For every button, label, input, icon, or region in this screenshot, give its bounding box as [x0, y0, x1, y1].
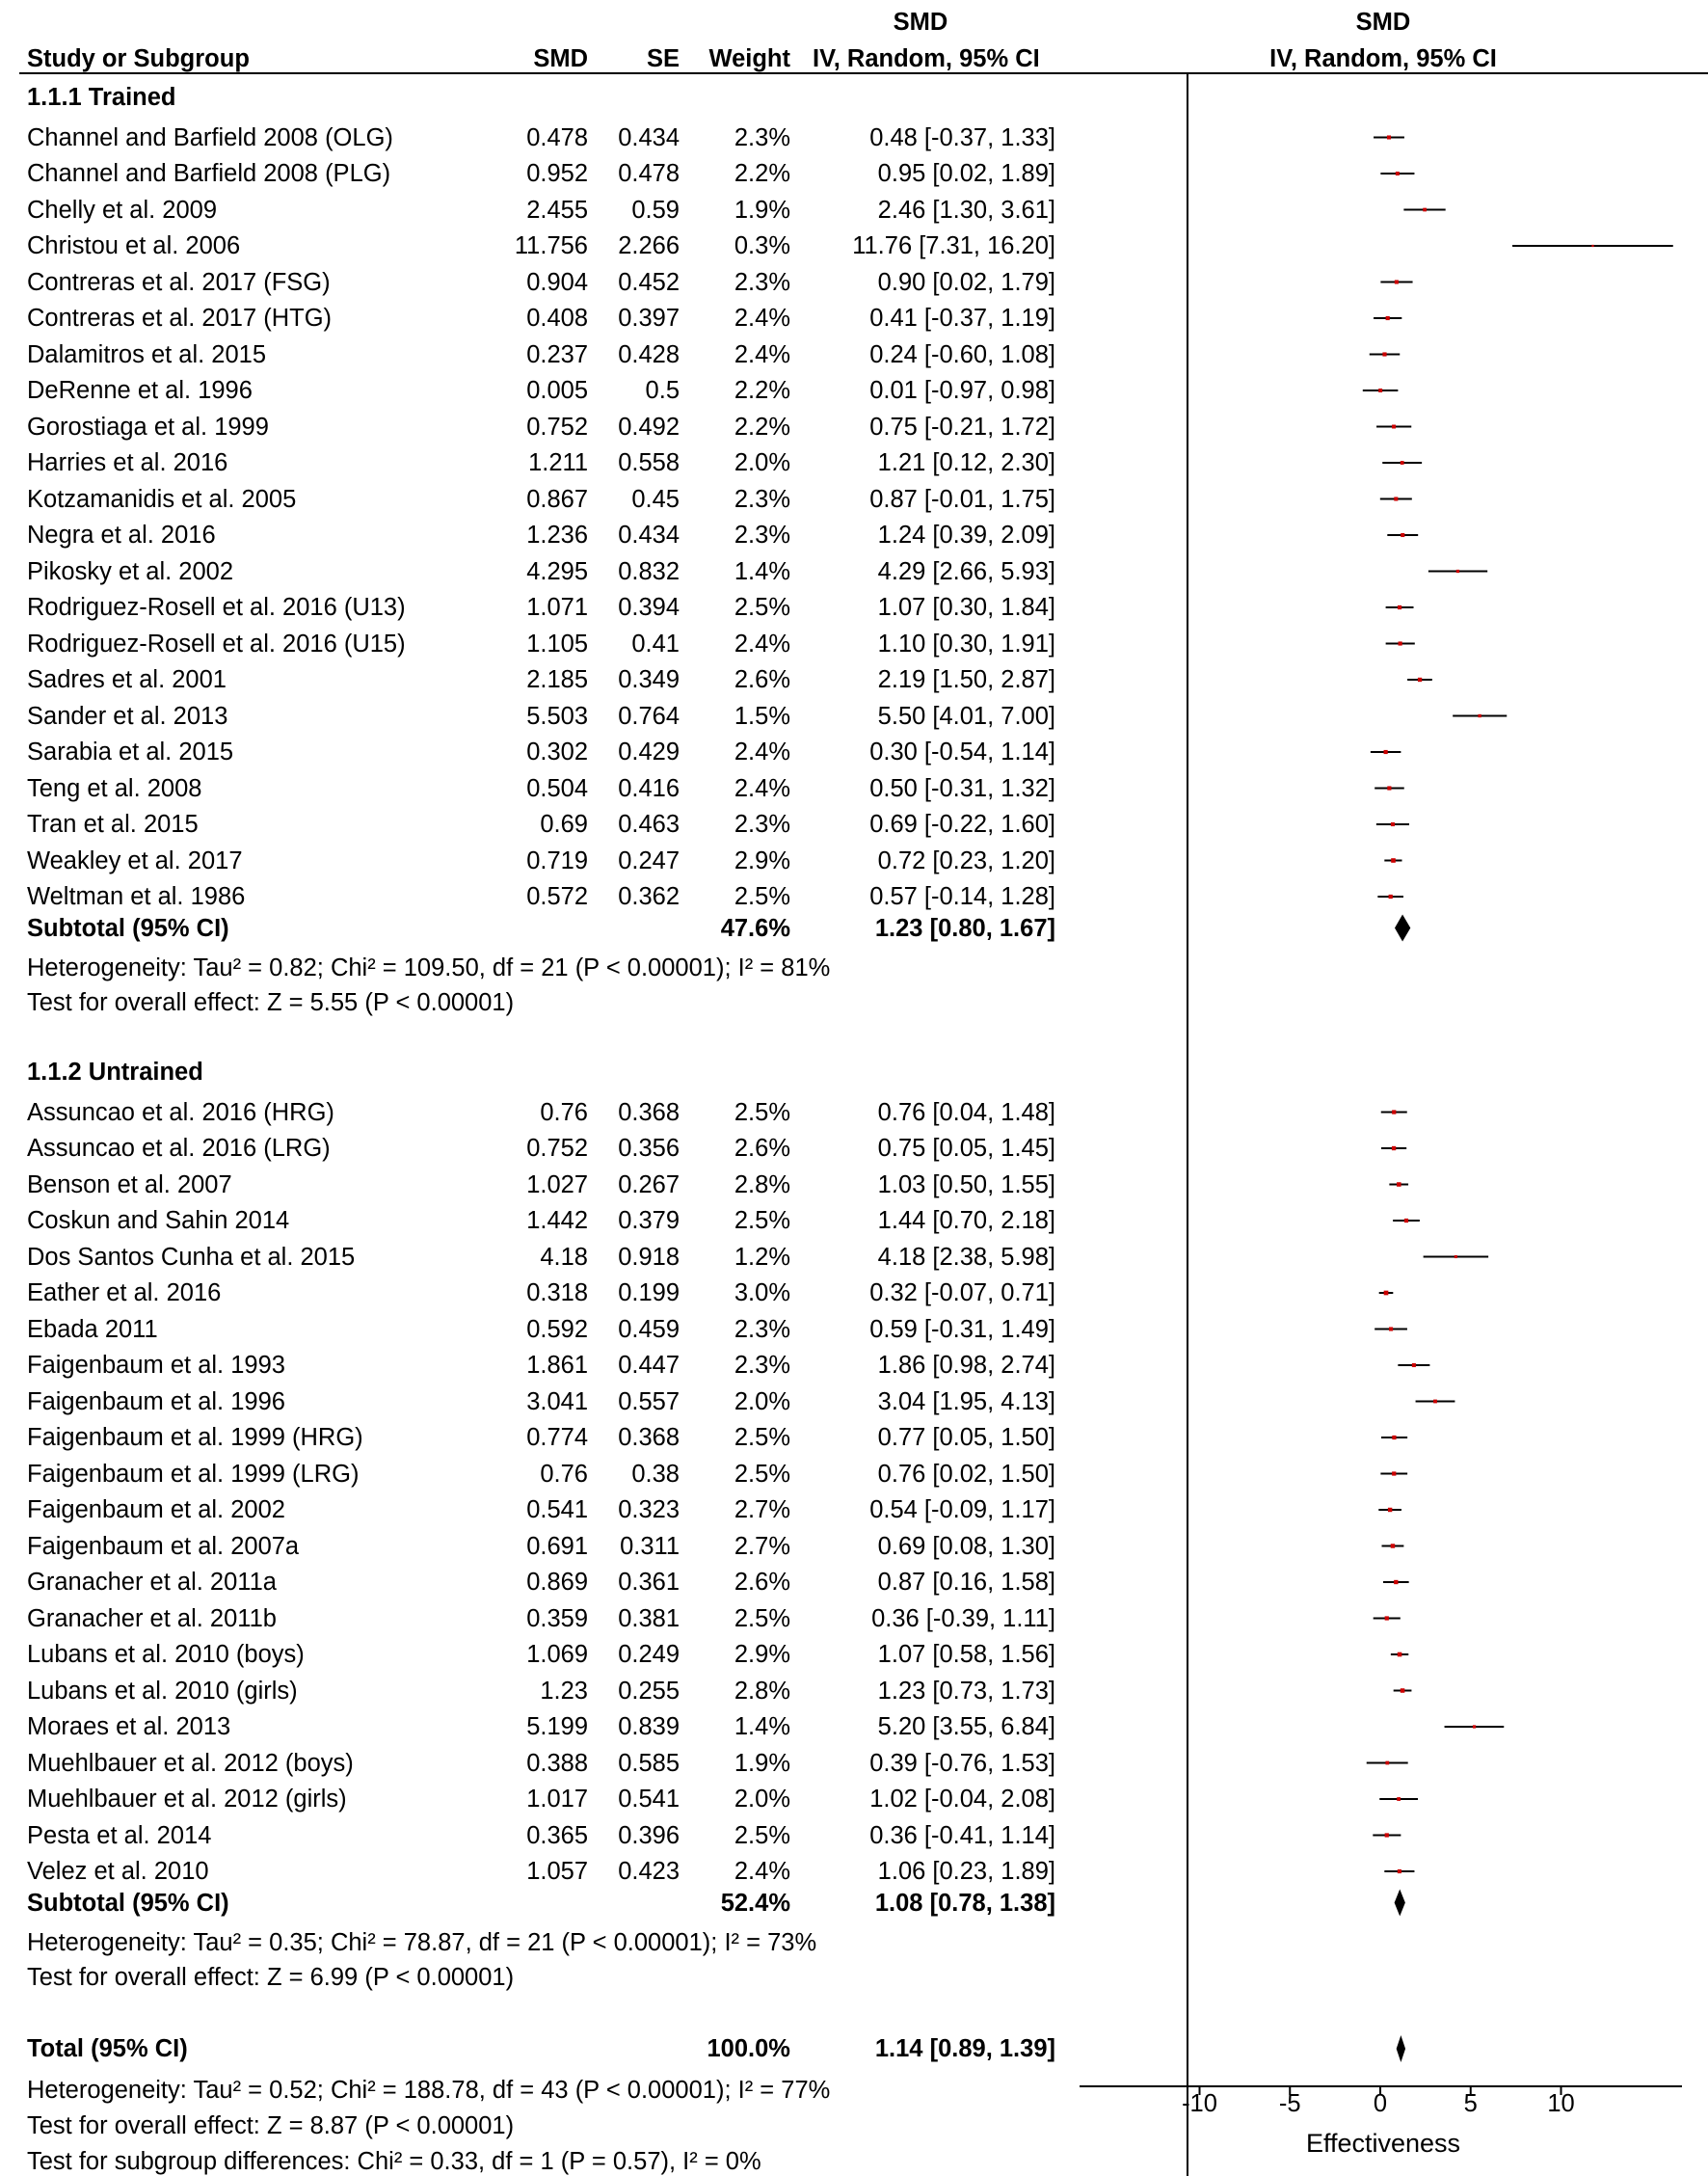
point-estimate	[1384, 750, 1388, 754]
study-se: 0.199	[618, 1279, 680, 1306]
study-se: 0.428	[618, 340, 680, 368]
point-estimate	[1378, 389, 1382, 392]
study-name: Coskun and Sahin 2014	[27, 1207, 290, 1234]
study-name: Lubans et al. 2010 (boys)	[27, 1641, 305, 1668]
study-se: 0.362	[618, 883, 680, 910]
study-name: DeRenne et al. 1996	[27, 377, 253, 404]
study-smd: 1.105	[526, 630, 588, 658]
study-se: 0.368	[618, 1424, 680, 1451]
study-name: Eather et al. 2016	[27, 1279, 222, 1306]
point-estimate	[1591, 245, 1593, 247]
study-smd: 5.503	[526, 702, 588, 730]
study-weight: 1.9%	[734, 1749, 790, 1777]
study-weight: 1.5%	[734, 702, 790, 730]
point-estimate	[1397, 1797, 1401, 1801]
study-name: Channel and Barfield 2008 (PLG)	[27, 160, 391, 187]
study-smd: 0.318	[526, 1279, 588, 1306]
study-weight: 2.7%	[734, 1532, 790, 1560]
study-weight: 2.6%	[734, 666, 790, 693]
point-estimate	[1398, 1869, 1401, 1873]
study-weight: 2.8%	[734, 1677, 790, 1705]
x-tick-label: -5	[1278, 2090, 1301, 2117]
study-weight: 2.5%	[734, 1821, 790, 1849]
study-ci: 1.07 [0.30, 1.84]	[877, 594, 1055, 621]
point-estimate	[1394, 1580, 1398, 1584]
study-weight: 2.4%	[734, 739, 790, 766]
point-estimate	[1423, 208, 1427, 212]
study-smd: 0.572	[526, 883, 588, 910]
study-name: Assuncao et al. 2016 (HRG)	[27, 1098, 334, 1126]
study-ci: 1.86 [0.98, 2.74]	[877, 1352, 1055, 1379]
study-name: Teng et al. 2008	[27, 774, 202, 802]
study-smd: 1.057	[526, 1858, 588, 1885]
study-ci: 0.36 [-0.41, 1.14]	[869, 1821, 1055, 1849]
group-label: 1.1.1 Trained	[27, 84, 176, 111]
study-weight: 2.4%	[734, 340, 790, 368]
study-name: Faigenbaum et al. 1993	[27, 1352, 285, 1379]
point-estimate	[1398, 1652, 1402, 1657]
study-ci: 1.21 [0.12, 2.30]	[877, 449, 1055, 476]
study-ci: 1.24 [0.39, 2.09]	[877, 522, 1055, 549]
study-smd: 0.76	[540, 1098, 588, 1126]
study-smd: 0.005	[526, 377, 588, 404]
study-se: 0.558	[618, 449, 680, 476]
study-se: 0.434	[618, 522, 680, 549]
study-smd: 0.952	[526, 160, 588, 187]
study-se: 0.463	[618, 811, 680, 838]
study-weight: 2.5%	[734, 594, 790, 621]
study-ci: 5.50 [4.01, 7.00]	[877, 702, 1055, 730]
x-tick-label: 5	[1463, 2090, 1478, 2117]
study-name: Tran et al. 2015	[27, 811, 199, 838]
study-smd: 1.211	[528, 449, 588, 476]
point-estimate	[1456, 570, 1459, 573]
study-ci: 0.41 [-0.37, 1.19]	[869, 305, 1055, 332]
study-smd: 11.756	[514, 232, 588, 259]
total-weight: 100.0%	[707, 2035, 790, 2062]
heterogeneity-text: Heterogeneity: Tau² = 0.35; Chi² = 78.87, df = 21 (P < 0.00001); I² = 73%	[27, 1928, 817, 1956]
study-ci: 2.46 [1.30, 3.61]	[877, 196, 1055, 224]
study-smd: 0.691	[526, 1532, 588, 1560]
study-name: Faigenbaum et al. 2002	[27, 1496, 285, 1523]
study-se: 2.266	[618, 232, 680, 259]
study-se: 0.381	[618, 1604, 680, 1632]
total-label: Total (95% CI)	[27, 2035, 188, 2062]
study-ci: 1.10 [0.30, 1.91]	[877, 630, 1055, 658]
overall-effect-text: Test for overall effect: Z = 5.55 (P < 0.00001)	[27, 988, 515, 1016]
study-smd: 0.408	[526, 305, 588, 332]
study-smd: 2.185	[526, 666, 588, 693]
study-smd: 4.18	[540, 1243, 588, 1271]
study-ci: 4.29 [2.66, 5.93]	[877, 557, 1055, 585]
point-estimate	[1386, 316, 1390, 320]
study-name: Channel and Barfield 2008 (OLG)	[27, 123, 393, 151]
plot-header-top: SMD	[1355, 9, 1411, 36]
point-estimate	[1394, 497, 1398, 500]
study-weight: 2.0%	[734, 449, 790, 476]
study-ci: 2.19 [1.50, 2.87]	[877, 666, 1055, 693]
x-tick-label: -10	[1182, 2090, 1217, 2117]
study-se: 0.839	[618, 1713, 680, 1740]
study-weight: 2.3%	[734, 1352, 790, 1379]
study-name: Gorostiaga et al. 1999	[27, 413, 269, 441]
study-name: Pesta et al. 2014	[27, 1821, 212, 1849]
study-name: Sadres et al. 2001	[27, 666, 227, 693]
study-weight: 2.8%	[734, 1170, 790, 1198]
study-smd: 0.592	[526, 1315, 588, 1343]
point-estimate	[1401, 1688, 1405, 1693]
subgroup-differences-text: Test for subgroup differences: Chi² = 0.33, df = 1 (P = 0.57), I² = 0%	[27, 2148, 761, 2175]
study-ci: 1.03 [0.50, 1.55]	[877, 1170, 1055, 1198]
study-name: Harries et al. 2016	[27, 449, 228, 476]
study-ci: 4.18 [2.38, 5.98]	[877, 1243, 1055, 1271]
study-ci: 0.48 [-0.37, 1.33]	[869, 123, 1055, 151]
study-se: 0.249	[618, 1641, 680, 1668]
study-name: Benson et al. 2007	[27, 1170, 232, 1198]
heterogeneity-text: Heterogeneity: Tau² = 0.82; Chi² = 109.50, df = 21 (P < 0.00001); I² = 81%	[27, 954, 831, 981]
study-weight: 2.3%	[734, 123, 790, 151]
study-se: 0.397	[618, 305, 680, 332]
point-estimate	[1392, 1436, 1396, 1439]
point-estimate	[1382, 352, 1386, 356]
study-se: 0.416	[618, 774, 680, 802]
study-smd: 2.455	[526, 196, 588, 224]
study-se: 0.41	[631, 630, 680, 658]
study-smd: 1.071	[526, 594, 588, 621]
study-weight: 1.2%	[734, 1243, 790, 1271]
study-se: 0.311	[620, 1532, 680, 1560]
study-name: Contreras et al. 2017 (FSG)	[27, 268, 331, 296]
study-ci: 0.69 [-0.22, 1.60]	[869, 811, 1055, 838]
study-weight: 2.3%	[734, 1315, 790, 1343]
study-ci: 3.04 [1.95, 4.13]	[877, 1387, 1055, 1415]
study-se: 0.45	[631, 485, 680, 513]
study-name: Velez et al. 2010	[27, 1858, 209, 1885]
study-weight: 2.4%	[734, 630, 790, 658]
study-smd: 0.302	[526, 739, 588, 766]
study-weight: 2.4%	[734, 774, 790, 802]
study-se: 0.832	[618, 557, 680, 585]
study-weight: 2.2%	[734, 160, 790, 187]
ci-header-top: SMD	[893, 9, 948, 36]
study-smd: 0.69	[540, 811, 588, 838]
study-name: Weakley et al. 2017	[27, 846, 243, 874]
study-name: Muehlbauer et al. 2012 (girls)	[27, 1786, 347, 1813]
study-smd: 4.295	[526, 557, 588, 585]
study-smd: 0.478	[526, 123, 588, 151]
study-ci: 11.76 [7.31, 16.20]	[852, 232, 1055, 259]
study-ci: 0.59 [-0.31, 1.49]	[869, 1315, 1055, 1343]
study-se: 0.918	[618, 1243, 680, 1271]
study-se: 0.423	[618, 1858, 680, 1885]
plot-header-bottom: IV, Random, 95% CI	[1269, 45, 1497, 72]
point-estimate	[1412, 1363, 1416, 1367]
point-estimate	[1389, 1327, 1393, 1330]
subtotal-label: Subtotal (95% CI)	[27, 914, 229, 942]
study-name: Lubans et al. 2010 (girls)	[27, 1677, 298, 1705]
study-smd: 0.867	[526, 485, 588, 513]
study-ci: 0.75 [-0.21, 1.72]	[869, 413, 1055, 441]
study-name: Faigenbaum et al. 1996	[27, 1387, 285, 1415]
study-se: 0.541	[618, 1786, 680, 1813]
study-ci: 1.07 [0.58, 1.56]	[877, 1641, 1055, 1668]
study-ci: 0.39 [-0.76, 1.53]	[869, 1749, 1055, 1777]
study-se: 0.459	[618, 1315, 680, 1343]
point-estimate	[1392, 1471, 1396, 1475]
study-weight: 2.3%	[734, 485, 790, 513]
point-estimate	[1385, 1833, 1389, 1837]
study-smd: 0.719	[526, 846, 588, 874]
study-name: Sarabia et al. 2015	[27, 739, 234, 766]
study-smd: 0.504	[526, 774, 588, 802]
study-ci: 1.44 [0.70, 2.18]	[877, 1207, 1055, 1234]
study-weight: 2.6%	[734, 1135, 790, 1162]
study-smd: 0.388	[526, 1749, 588, 1777]
study-name: Chelly et al. 2009	[27, 196, 218, 224]
study-se: 0.59	[631, 196, 680, 224]
study-se: 0.323	[618, 1496, 680, 1523]
study-smd: 1.236	[526, 522, 588, 549]
study-weight: 2.2%	[734, 377, 790, 404]
point-estimate	[1387, 135, 1391, 139]
study-smd: 0.365	[526, 1821, 588, 1849]
point-estimate	[1399, 641, 1402, 645]
study-ci: 0.75 [0.05, 1.45]	[877, 1135, 1055, 1162]
subtotal-weight: 47.6%	[720, 914, 790, 942]
study-weight: 2.5%	[734, 1460, 790, 1488]
subtotal-ci: 1.23 [0.80, 1.67]	[874, 914, 1055, 942]
study-ci: 0.87 [-0.01, 1.75]	[869, 485, 1055, 513]
study-weight: 2.9%	[734, 1641, 790, 1668]
study-weight: 2.3%	[734, 268, 790, 296]
x-axis-label: Effectiveness	[1305, 2129, 1461, 2158]
study-se: 0.267	[618, 1170, 680, 1198]
study-se: 0.764	[618, 702, 680, 730]
study-ci: 0.36 [-0.39, 1.11]	[871, 1604, 1055, 1632]
point-estimate	[1404, 1219, 1408, 1222]
study-ci: 1.06 [0.23, 1.89]	[877, 1858, 1055, 1885]
study-smd: 1.442	[526, 1207, 588, 1234]
study-ci: 0.87 [0.16, 1.58]	[877, 1569, 1055, 1596]
point-estimate	[1401, 461, 1404, 465]
study-se: 0.361	[618, 1569, 680, 1596]
study-weight: 2.3%	[734, 811, 790, 838]
study-se: 0.255	[618, 1677, 680, 1705]
study-ci: 0.69 [0.08, 1.30]	[877, 1532, 1055, 1560]
point-estimate	[1392, 1146, 1396, 1150]
study-ci: 0.72 [0.23, 1.20]	[877, 846, 1055, 874]
study-name: Contreras et al. 2017 (HTG)	[27, 305, 333, 332]
study-se: 0.492	[618, 413, 680, 441]
study-weight: 2.4%	[734, 1858, 790, 1885]
study-name: Granacher et al. 2011b	[27, 1604, 277, 1632]
study-name: Kotzamanidis et al. 2005	[27, 485, 297, 513]
study-smd: 0.774	[526, 1424, 588, 1451]
point-estimate	[1478, 714, 1481, 717]
study-ci: 0.77 [0.05, 1.50]	[877, 1424, 1055, 1451]
study-weight: 2.3%	[734, 522, 790, 549]
study-se: 0.429	[618, 739, 680, 766]
study-weight: 2.9%	[734, 846, 790, 874]
study-se: 0.368	[618, 1098, 680, 1126]
study-smd: 0.752	[526, 413, 588, 441]
study-se: 0.5	[645, 377, 680, 404]
study-smd: 0.752	[526, 1135, 588, 1162]
study-weight: 2.4%	[734, 305, 790, 332]
study-name: Pikosky et al. 2002	[27, 557, 234, 585]
study-name: Rodriguez-Rosell et al. 2016 (U15)	[27, 630, 406, 658]
point-estimate	[1391, 1544, 1395, 1547]
study-ci: 0.57 [-0.14, 1.28]	[869, 883, 1055, 910]
study-smd: 3.041	[526, 1387, 588, 1415]
point-estimate	[1454, 1255, 1457, 1258]
study-ci: 0.76 [0.04, 1.48]	[877, 1098, 1055, 1126]
point-estimate	[1473, 1725, 1476, 1728]
study-name: Dos Santos Cunha et al. 2015	[27, 1243, 356, 1271]
study-se: 0.394	[618, 594, 680, 621]
study-weight: 2.0%	[734, 1786, 790, 1813]
point-estimate	[1392, 425, 1396, 429]
study-weight: 1.4%	[734, 557, 790, 585]
study-smd: 1.017	[526, 1786, 588, 1813]
study-se: 0.38	[631, 1460, 680, 1488]
study-se: 0.452	[618, 268, 680, 296]
study-name: Assuncao et al. 2016 (LRG)	[27, 1135, 331, 1162]
study-weight: 2.5%	[734, 1098, 790, 1126]
study-weight: 1.4%	[734, 1713, 790, 1740]
overall-effect-text: Test for overall effect: Z = 6.99 (P < 0.00001)	[27, 1963, 515, 1991]
study-weight: 2.0%	[734, 1387, 790, 1415]
study-smd: 5.199	[526, 1713, 588, 1740]
study-weight: 2.5%	[734, 1604, 790, 1632]
study-se: 0.478	[618, 160, 680, 187]
x-tick-label: 10	[1547, 2090, 1575, 2117]
ci-header-bottom: IV, Random, 95% CI	[813, 45, 1040, 72]
study-name: Moraes et al. 2013	[27, 1713, 231, 1740]
total-overall-effect-text: Test for overall effect: Z = 8.87 (P < 0.00001)	[27, 2112, 515, 2139]
study-column-header: Study or Subgroup	[27, 45, 250, 72]
total-heterogeneity-text: Heterogeneity: Tau² = 0.52; Chi² = 188.78, df = 43 (P < 0.00001); I² = 77%	[27, 2077, 831, 2104]
point-estimate	[1384, 1291, 1389, 1296]
study-name: Faigenbaum et al. 1999 (LRG)	[27, 1460, 360, 1488]
study-smd: 1.069	[526, 1641, 588, 1668]
study-ci: 0.01 [-0.97, 0.98]	[869, 377, 1055, 404]
point-estimate	[1391, 822, 1395, 826]
subtotal-ci: 1.08 [0.78, 1.38]	[874, 1889, 1055, 1917]
study-smd: 1.23	[540, 1677, 588, 1705]
study-smd: 0.541	[526, 1496, 588, 1523]
study-weight: 3.0%	[734, 1279, 790, 1306]
point-estimate	[1389, 895, 1393, 899]
study-ci: 0.50 [-0.31, 1.32]	[869, 774, 1055, 802]
study-se: 0.396	[618, 1821, 680, 1849]
x-tick-label: 0	[1373, 2090, 1388, 2117]
point-estimate	[1391, 858, 1396, 863]
study-name: Christou et al. 2006	[27, 232, 241, 259]
study-ci: 1.23 [0.73, 1.73]	[877, 1677, 1055, 1705]
study-se: 0.349	[618, 666, 680, 693]
study-name: Muehlbauer et al. 2012 (boys)	[27, 1749, 354, 1777]
point-estimate	[1433, 1400, 1437, 1404]
subtotal-weight: 52.4%	[720, 1889, 790, 1917]
study-ci: 1.02 [-0.04, 2.08]	[869, 1786, 1055, 1813]
subtotal-label: Subtotal (95% CI)	[27, 1889, 229, 1917]
study-name: Rodriguez-Rosell et al. 2016 (U13)	[27, 594, 406, 621]
point-estimate	[1392, 1110, 1396, 1114]
study-name: Weltman et al. 1986	[27, 883, 246, 910]
study-ci: 0.30 [-0.54, 1.14]	[869, 739, 1055, 766]
subtotal-diamond	[1395, 1890, 1405, 1917]
total-diamond	[1397, 2035, 1405, 2062]
study-smd: 0.359	[526, 1604, 588, 1632]
group-label: 1.1.2 Untrained	[27, 1059, 203, 1086]
point-estimate	[1396, 172, 1400, 175]
study-weight: 2.5%	[734, 1207, 790, 1234]
study-smd: 0.237	[526, 340, 588, 368]
study-weight: 1.9%	[734, 196, 790, 224]
point-estimate	[1385, 1616, 1389, 1620]
study-name: Ebada 2011	[27, 1315, 158, 1343]
study-ci: 0.95 [0.02, 1.89]	[877, 160, 1055, 187]
smd-column-header: SMD	[533, 45, 588, 72]
point-estimate	[1395, 280, 1399, 283]
study-weight: 0.3%	[734, 232, 790, 259]
study-name: Sander et al. 2013	[27, 702, 228, 730]
point-estimate	[1388, 1508, 1392, 1512]
study-ci: 0.90 [0.02, 1.79]	[877, 268, 1055, 296]
study-se: 0.434	[618, 123, 680, 151]
study-smd: 0.904	[526, 268, 588, 296]
se-column-header: SE	[646, 45, 680, 72]
study-se: 0.557	[618, 1387, 680, 1415]
point-estimate	[1387, 786, 1391, 790]
point-estimate	[1397, 1182, 1401, 1187]
study-smd: 1.027	[526, 1170, 588, 1198]
point-estimate	[1418, 678, 1422, 682]
study-ci: 0.54 [-0.09, 1.17]	[869, 1496, 1055, 1523]
study-weight: 2.6%	[734, 1569, 790, 1596]
study-smd: 0.76	[540, 1460, 588, 1488]
study-name: Granacher et al. 2011a	[27, 1569, 277, 1596]
point-estimate	[1385, 1761, 1389, 1765]
study-name: Negra et al. 2016	[27, 522, 216, 549]
weight-column-header: Weight	[708, 45, 790, 72]
study-name: Dalamitros et al. 2015	[27, 340, 267, 368]
study-se: 0.447	[618, 1352, 680, 1379]
study-weight: 2.7%	[734, 1496, 790, 1523]
study-se: 0.585	[618, 1749, 680, 1777]
total-ci: 1.14 [0.89, 1.39]	[874, 2035, 1055, 2062]
study-ci: 0.32 [-0.07, 0.71]	[869, 1279, 1055, 1306]
study-smd: 1.861	[526, 1352, 588, 1379]
study-ci: 0.76 [0.02, 1.50]	[877, 1460, 1055, 1488]
subtotal-diamond	[1395, 915, 1410, 942]
point-estimate	[1401, 533, 1404, 537]
study-se: 0.379	[618, 1207, 680, 1234]
study-weight: 2.5%	[734, 1424, 790, 1451]
study-smd: 0.869	[526, 1569, 588, 1596]
study-ci: 5.20 [3.55, 6.84]	[877, 1713, 1055, 1740]
study-weight: 2.5%	[734, 883, 790, 910]
study-weight: 2.2%	[734, 413, 790, 441]
study-name: Faigenbaum et al. 2007a	[27, 1532, 300, 1560]
study-ci: 0.24 [-0.60, 1.08]	[869, 340, 1055, 368]
study-se: 0.356	[618, 1135, 680, 1162]
study-se: 0.247	[618, 846, 680, 874]
study-name: Faigenbaum et al. 1999 (HRG)	[27, 1424, 363, 1451]
point-estimate	[1398, 605, 1401, 609]
